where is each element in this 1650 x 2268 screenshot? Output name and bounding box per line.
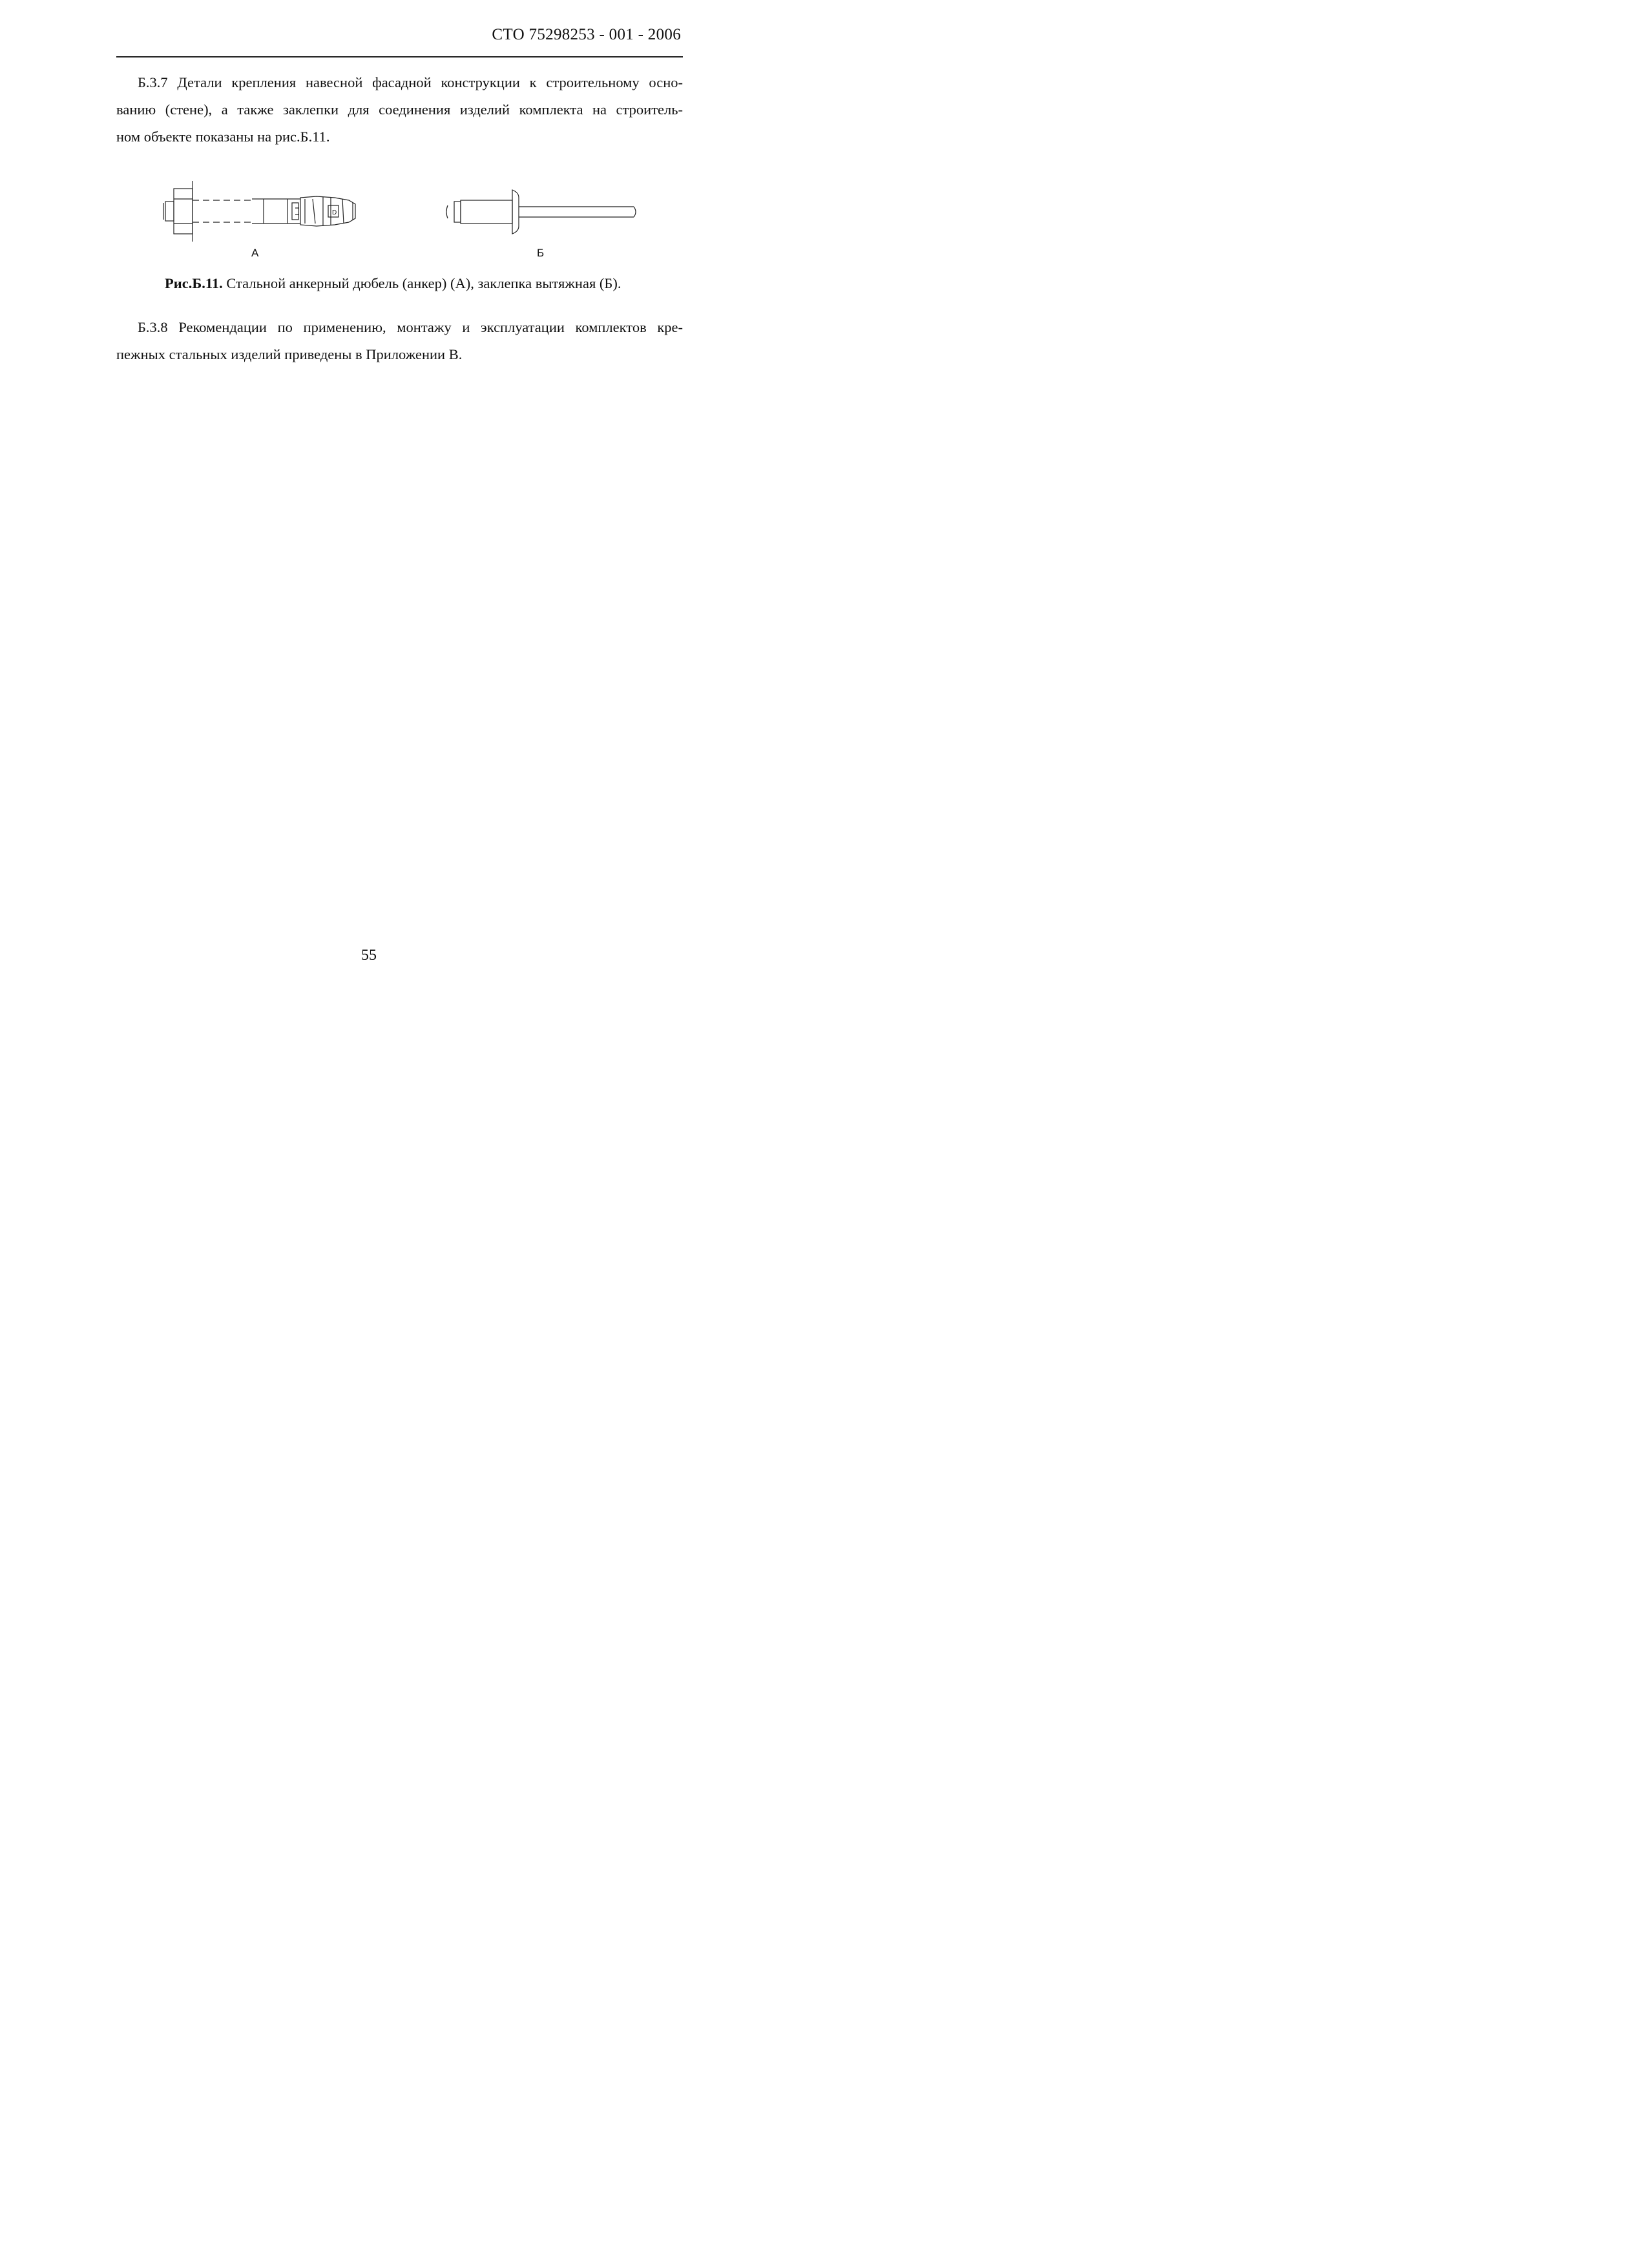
- paragraph-line: ванию (стене), а также заклепки для соединения изделий комплекта на строитель-: [116, 101, 683, 118]
- figure-label-a: А: [251, 247, 259, 259]
- caption-text: Стальной анкерный дюбель (анкер) (А), заклепка вытяжная (Б).: [222, 275, 621, 291]
- paragraph-line: пежных стальных изделий приведены в Приложении В.: [116, 346, 463, 362]
- page-number: 55: [361, 947, 377, 964]
- figure-label-b: Б: [537, 247, 545, 259]
- svg-text:D: D: [332, 209, 337, 216]
- rivet-drawing: [443, 186, 643, 238]
- paragraph-b38: [116, 314, 683, 368]
- paragraph-line: ном объекте показаны на рис.Б.11.: [116, 129, 330, 145]
- figure-caption: [165, 275, 621, 292]
- caption-prefix: Рис.Б.11.: [165, 275, 223, 291]
- paragraph-line: Б.3.8 Рекомендации по применению, монтажу и эксплуатации комплектов кре-: [138, 319, 683, 335]
- paragraph-line: Б.3.7 Детали крепления навесной фасадной конструкции к строительному осно-: [138, 74, 683, 90]
- document-code: СТО 75298253 - 001 - 2006: [492, 26, 681, 43]
- anchor-drawing: [162, 180, 368, 244]
- paragraph-b37: [116, 69, 683, 151]
- header-rule: [116, 56, 683, 57]
